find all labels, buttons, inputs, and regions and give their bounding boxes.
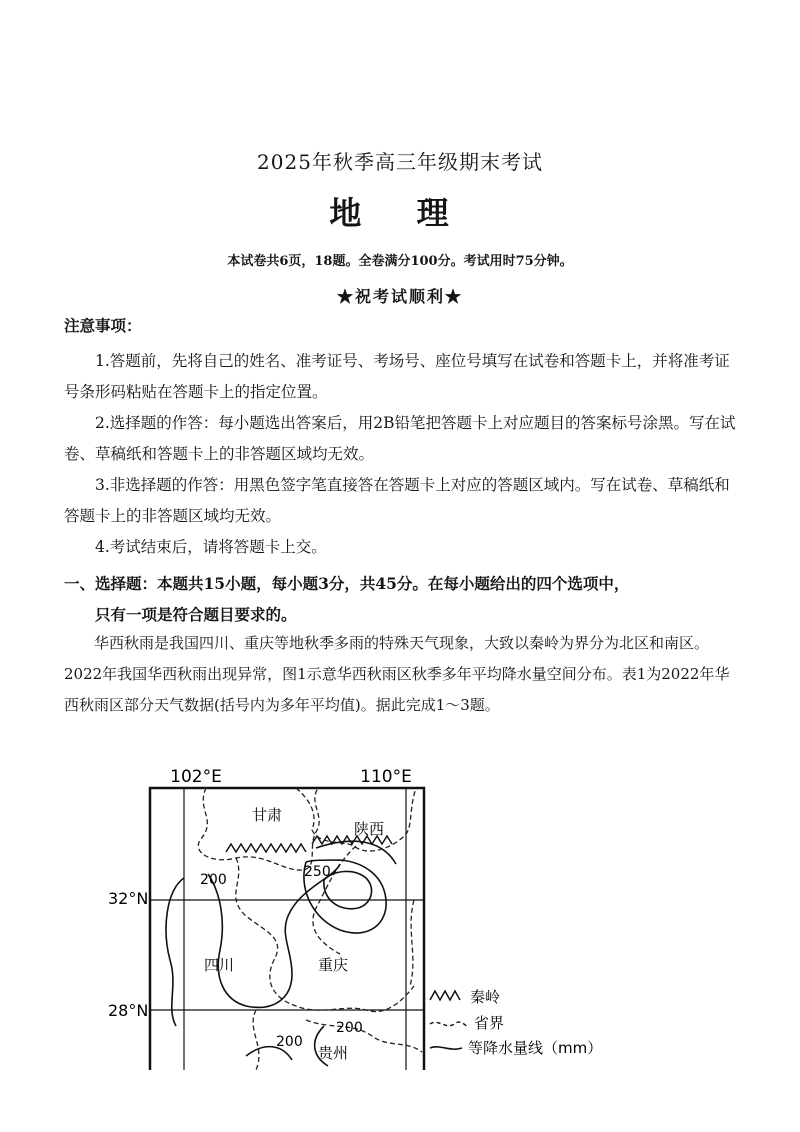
good-luck-banner: ★祝考试顺利★: [336, 287, 463, 306]
legend-qinling-label: 秦岭: [470, 988, 501, 1006]
exam-meta: 本试卷共6页，18题。全卷满分100分。考试用时75分钟。: [227, 254, 573, 269]
question-passage: 华西秋雨是我国四川、重庆等地秋季多雨的特殊天气现象，大致以秦岭为界分为北区和南区。2022年我国华西秋雨出现异常，图1示意华西秋雨区秋季多年平均降水量空间分布。表1为2022年华西秋雨区部分天气数据(括号内为多年平均值)。据此完成1～3题。: [64, 634, 730, 714]
notice-item-3: 3.非选择题的作答：用黑色签字笔直接答在答题卡上对应的答题区域内。写在试卷、草稿纸和答题卡上的非答题区域均无效。: [64, 476, 730, 525]
region-gansu: 甘肃: [252, 806, 283, 824]
lat-label-32: 32°N: [108, 889, 149, 908]
contour-label-250: 250: [304, 864, 331, 880]
legend-qinling-icon: [430, 991, 460, 1000]
section-heading-line-2: 只有一项是符合题目要求的。: [95, 605, 297, 624]
map-legend: [430, 988, 602, 1057]
region-guizhou: 贵州: [318, 1044, 349, 1062]
legend-border-label: 省界: [474, 1014, 505, 1032]
figure-1-map: [96, 760, 756, 1070]
region-shaanxi: 陕西: [354, 820, 385, 838]
section-heading-line-1: 一、选择题：本题共15小题，每小题3分，共45分。在每小题给出的四个选项中，: [64, 574, 630, 593]
lat-label-28: 28°N: [108, 1001, 149, 1020]
notice-heading: 注意事项：: [64, 316, 142, 335]
notice-item-4: 4.考试结束后，请将答题卡上交。: [95, 538, 327, 556]
notice-item-1: 1.答题前，先将自己的姓名、准考证号、考场号、座位号填写在试卷和答题卡上，并将准考证号条形码粘贴在答题卡上的指定位置。: [64, 352, 730, 401]
lon-label-102: 102°E: [170, 767, 222, 787]
legend-isohyet-icon: [430, 1047, 462, 1049]
notice-item-2: 2.选择题的作答：每小题选出答案后，用2B铅笔把答题卡上对应题目的答案标号涂黑。写在试卷、草稿纸和答题卡上的非答题区域均无效。: [64, 414, 736, 463]
contour-label-200-west: 200: [200, 872, 227, 888]
subject-title: 地 理: [329, 194, 471, 232]
legend-isohyet-label: 等降水量线（mm）: [468, 1039, 603, 1057]
legend-border-icon: [430, 1022, 468, 1026]
region-chongqing: 重庆: [318, 956, 349, 974]
qinling-symbol: [226, 844, 306, 852]
section-heading: [64, 568, 754, 630]
contour-label-200-guizhou: 200: [276, 1034, 303, 1050]
lon-label-110: 110°E: [360, 767, 412, 787]
province-borders: [198, 788, 422, 1070]
contour-label-200-south: 200: [336, 1020, 363, 1036]
exam-title: 2025年秋季高三年级期末考试: [257, 150, 543, 174]
region-sichuan: 四川: [204, 956, 235, 974]
